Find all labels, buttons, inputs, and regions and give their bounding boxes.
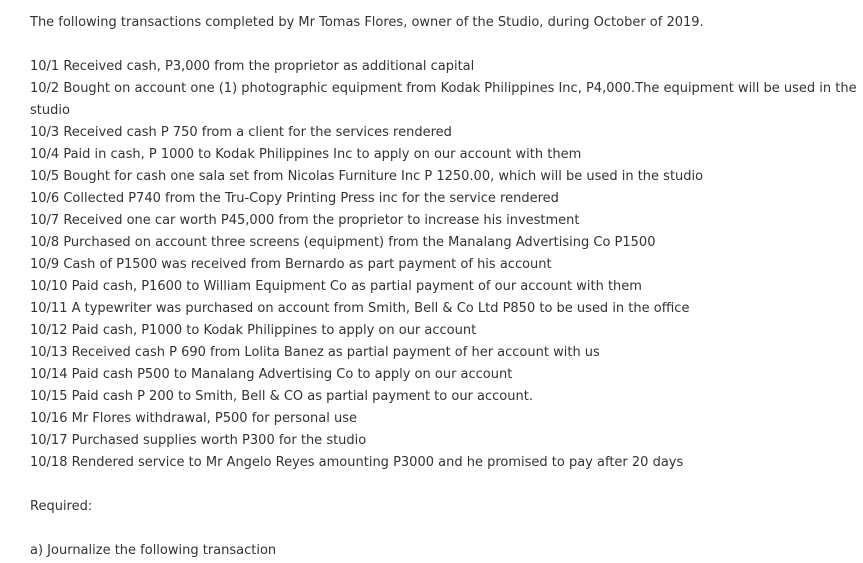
spacer <box>30 474 860 496</box>
intro-paragraph: The following transactions completed by Mr Tomas Flores, owner of the Studio, during October of 2019. <box>30 15 704 30</box>
task-a: a) Journalize the following transaction <box>30 543 277 558</box>
transaction-item: 10/3 Received cash P 750 from a client for the services rendered <box>30 125 452 140</box>
transaction-item: 10/14 Paid cash P500 to Manalang Advertising Co to apply on our account <box>30 367 513 382</box>
transaction-item: 10/5 Bought for cash one sala set from Nicolas Furniture Inc P 1250.00, which will be used in the studio <box>30 169 704 184</box>
transaction-item: 10/9 Cash of P1500 was received from Bernardo as part payment of his account <box>30 257 552 272</box>
transaction-item: 10/1 Received cash, P3,000 from the proprietor as additional capital <box>30 59 475 74</box>
transaction-item: 10/17 Purchased supplies worth P300 for the studio <box>30 433 367 448</box>
transaction-item: 10/4 Paid in cash, P 1000 to Kodak Philippines Inc to apply on our account with them <box>30 147 582 162</box>
transaction-item: 10/12 Paid cash, P1000 to Kodak Philippines to apply on our account <box>30 323 477 338</box>
transaction-item: 10/13 Received cash P 690 from Lolita Banez as partial payment of her account with us <box>30 345 600 360</box>
document-body <box>30 12 860 562</box>
transaction-item: 10/10 Paid cash, P1600 to William Equipment Co as partial payment of our account with them <box>30 279 642 294</box>
required-heading: Required: <box>30 499 93 514</box>
spacer <box>30 34 860 56</box>
transaction-item: 10/8 Purchased on account three screens (equipment) from the Manalang Advertising Co P1500 <box>30 235 656 250</box>
transaction-item: 10/7 Received one car worth P45,000 from the proprietor to increase his investment <box>30 213 580 228</box>
transaction-item: 10/15 Paid cash P 200 to Smith, Bell & CO as partial payment to our account. <box>30 389 533 404</box>
transaction-item: 10/11 A typewriter was purchased on account from Smith, Bell & Co Ltd P850 to be used in the office <box>30 301 690 316</box>
transaction-item: 10/6 Collected P740 from the Tru-Copy Printing Press inc for the service rendered <box>30 191 559 206</box>
transaction-item: 10/18 Rendered service to Mr Angelo Reyes amounting P3000 and he promised to pay after 20 days <box>30 455 684 470</box>
transaction-item: 10/16 Mr Flores withdrawal, P500 for personal use <box>30 411 357 426</box>
transaction-item: 10/2 Bought on account one (1) photographic equipment from Kodak Philippines Inc, P4,000.The equipment will be used in the studio <box>30 81 857 118</box>
spacer <box>30 518 860 540</box>
transaction-list <box>30 56 860 474</box>
